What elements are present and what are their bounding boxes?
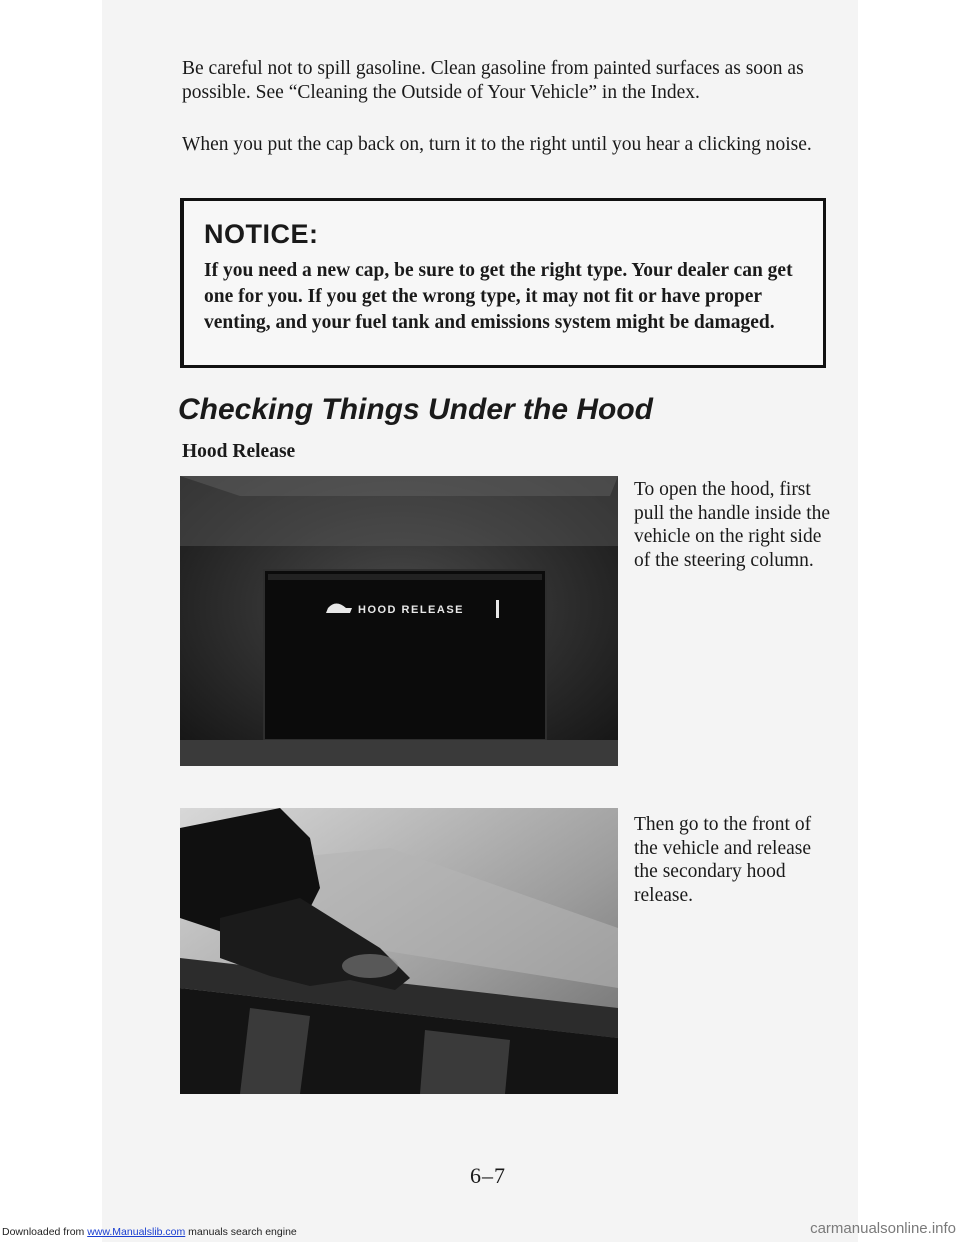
secondary-release-illustration	[180, 808, 618, 1094]
section-title: Checking Things Under the Hood	[178, 393, 654, 426]
subsection-title: Hood Release	[182, 441, 296, 462]
footer-suffix: manuals search engine	[185, 1226, 297, 1238]
manualslib-link[interactable]: www.Manualslib.com	[87, 1226, 186, 1238]
paragraph-spill-warning: Be careful not to spill gasoline. Clean gasoline from painted surfaces as soon as possible. See “Cleaning the Outside of Your Vehicle” in the Index.	[182, 58, 804, 103]
notice-box	[180, 198, 826, 368]
footer-prefix: Downloaded from	[2, 1226, 88, 1238]
page-number: 6–7	[470, 1163, 506, 1188]
caption-secondary-release: Then go to the front of the vehicle and release the secondary hood release.	[634, 814, 812, 906]
secondary-release-photo	[180, 808, 618, 1094]
watermark: carmanualsonline.info	[810, 1220, 956, 1237]
notice-body: If you need a new cap, be sure to get the right type. Your dealer can get one for you. If you get the wrong type, it may not fit or have proper venting, and your fuel tank and emissions system might be damaged.	[204, 260, 793, 333]
hood-release-illustration	[180, 476, 618, 766]
notice-title: NOTICE:	[204, 219, 319, 249]
download-footer	[2, 1226, 297, 1238]
hood-release-photo	[180, 476, 618, 766]
hood-release-label: HOOD RELEASE	[358, 604, 465, 616]
caption-open-hood: To open the hood, first pull the handle inside the vehicle on the right side of the steering column.	[634, 479, 831, 571]
paragraph-cap-instructions: When you put the cap back on, turn it to the right until you hear a clicking noise.	[182, 134, 812, 155]
